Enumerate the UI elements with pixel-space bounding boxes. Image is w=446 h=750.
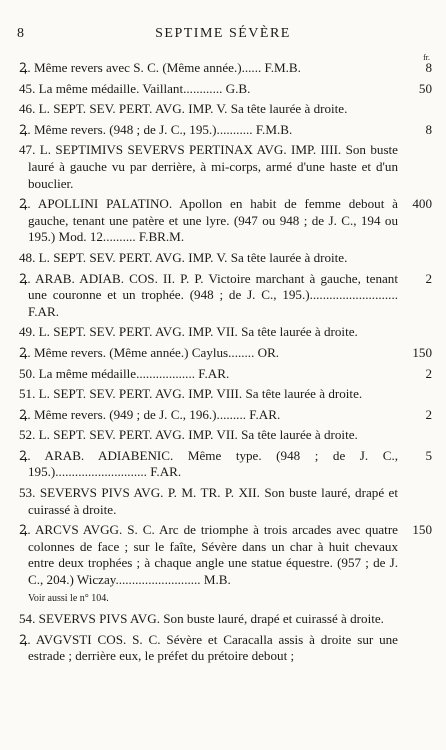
- entry-value: 150: [412, 344, 432, 360]
- entry-number: Ꝝ.: [19, 121, 31, 137]
- entry: [0, 345, 446, 362]
- entry-number: Ꝝ.: [19, 522, 31, 538]
- entry-number: 51.: [19, 386, 36, 402]
- entry: [0, 611, 446, 628]
- catalogue-entries: [0, 60, 446, 669]
- entry-text: Même revers. (Même année.) Caylus........ OR.: [34, 344, 280, 360]
- entry: [0, 142, 446, 192]
- entry-text: L. SEPTIMIVS SEVERVS PERTINAX AVG. IMP. IIII. Son buste lauré à gauche vu par derrière, à mi-corps, armé d'une haste et d'un bouclier.: [28, 142, 398, 191]
- entry: [0, 196, 446, 246]
- entry-number: Ꝝ.: [19, 447, 31, 463]
- entry-text: ARAB. ADIABENIC. Même type. (948 ; de J. C., 195.)............................ F.AR.: [28, 447, 398, 480]
- entry: [0, 448, 446, 481]
- entry-value: 50: [418, 80, 432, 96]
- entry: [0, 485, 446, 518]
- cross-reference-note: Voir aussi le n° 104.: [28, 592, 109, 604]
- entry: [0, 366, 446, 383]
- entry: [0, 632, 446, 665]
- entry-text: APOLLINI PALATINO. Apollon en habit de femme debout à gauche, tenant une patère et une lyre. (947 ou 948 ; de J. C., 194 ou 195.) Mod. 12.......... F.BR.M.: [28, 196, 398, 245]
- entry-text: L. SEPT. SEV. PERT. AVG. IMP. VIII. Sa tête laurée à droite.: [38, 386, 363, 402]
- entry-number: 50.: [19, 365, 36, 381]
- entry-text: Même revers avec S. C. (Même année.)...... F.M.B.: [34, 60, 301, 75]
- entry-value: 400: [412, 196, 432, 212]
- entry-text: ARAB. ADIAB. COS. II. P. P. Victoire marchant à gauche, tenant une couronne et un trophée. (948 ; de J. C., 195.)........................... F.AR.: [28, 270, 398, 319]
- page-number: 8: [17, 26, 24, 41]
- entry: [0, 101, 446, 118]
- unit-label: fr.: [423, 53, 430, 62]
- entry-value: 2: [425, 365, 432, 381]
- page-title: SEPTIME SÉVÈRE: [155, 26, 291, 41]
- entry-text: Même revers. (949 ; de J. C., 196.)......... F.AR.: [34, 406, 281, 422]
- entry: [0, 81, 446, 98]
- entry-number: Ꝝ.: [19, 631, 31, 647]
- entry-text: AVGVSTI COS. S. C. Sévère et Caracalla assis à droite sur une estrade ; derrière eux, le préfet du prétoire debout ;: [28, 631, 398, 664]
- entry-value: 2: [425, 270, 432, 286]
- entry-value: 150: [412, 522, 432, 538]
- entry-number: 47.: [19, 142, 36, 158]
- entry-number: 53.: [19, 485, 36, 501]
- entry-number: Ꝝ.: [19, 406, 31, 422]
- entry-text: SEVERVS PIVS AVG. Son buste lauré, drapé et cuirassé à droite.: [38, 611, 384, 627]
- entry-text: ARCVS AVGG. S. C. Arc de triomphe à trois arcades avec quatre colonnes de face ; sur le faîte, Sévère dans un char à huit chevaux entre deux trophées ; à chaque angle une statue équestre. (957 ; de J. C., 204.) Wiczay.......................... M.B.: [28, 522, 398, 588]
- entry: [0, 324, 446, 341]
- entry-number: Ꝝ.: [19, 344, 31, 360]
- entry: [0, 60, 446, 77]
- entry-text: L. SEPT. SEV. PERT. AVG. IMP. V. Sa tête laurée à droite.: [38, 101, 348, 117]
- entry: [0, 522, 446, 588]
- entry-text: L. SEPT. SEV. PERT. AVG. IMP. V. Sa tête laurée à droite.: [38, 249, 348, 265]
- entry-value: 8: [425, 60, 432, 75]
- entry-number: 49.: [19, 324, 36, 340]
- entry-value: 5: [425, 447, 432, 463]
- entry-text: L. SEPT. SEV. PERT. AVG. IMP. VII. Sa tête laurée à droite.: [38, 324, 358, 340]
- entry-number: 52.: [19, 427, 36, 443]
- entry: [0, 250, 446, 267]
- entry-text: L. SEPT. SEV. PERT. AVG. IMP. VII. Sa tête laurée à droite.: [38, 427, 358, 443]
- entry-text: La même médaille. Vaillant............ G.B.: [38, 80, 251, 96]
- entry-text: Même revers. (948 ; de J. C., 195.)........... F.M.B.: [34, 121, 293, 137]
- entry: [0, 386, 446, 403]
- entry-text: SEVERVS PIVS AVG. P. M. TR. P. XII. Son buste lauré, drapé et cuirassé à droite.: [28, 485, 399, 517]
- page-header: [0, 26, 446, 46]
- entry-number: Ꝝ.: [19, 196, 31, 212]
- entry-number: 48.: [19, 249, 36, 265]
- entry-number: 45.: [19, 80, 36, 96]
- entry: [0, 122, 446, 139]
- entry: [0, 427, 446, 444]
- entry-number: 54.: [19, 611, 36, 627]
- entry-text: La même médaille.................. F.AR.: [38, 365, 230, 381]
- entry: [0, 407, 446, 424]
- entry-value: 2: [425, 406, 432, 422]
- entry-number: Ꝝ.: [19, 60, 31, 75]
- entry-number: 46.: [19, 101, 36, 117]
- entry-number: Ꝝ.: [19, 270, 31, 286]
- entry-value: 8: [425, 121, 432, 137]
- entry: [0, 271, 446, 321]
